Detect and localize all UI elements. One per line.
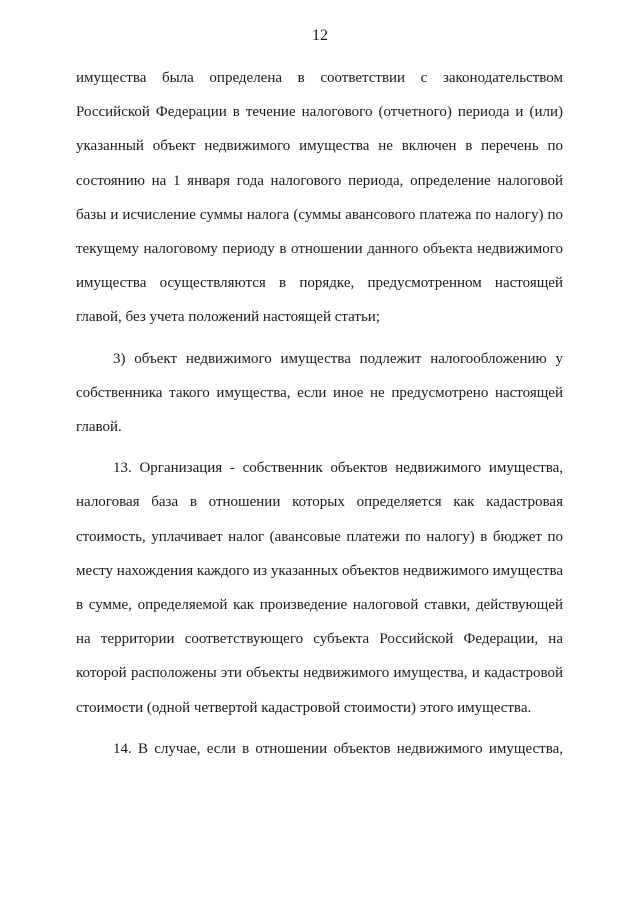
page-number: 12 bbox=[312, 27, 328, 44]
paragraph-continued: имущества была определена в соответствии с законодательством Российской Федерации в течение налогового (отчетного) периода и (или) указанный объект недвижимого имущества не включен в перечень по состоянию на 1 января года налогового периода, определение налоговой базы и исчисление суммы налога (суммы авансового платежа по налогу) по текущему налоговому периоду в отношении данного объекта недвижимого имущества осуществляются в порядке, предусмотренном настоящей главой, без учета положений настоящей статьи; bbox=[76, 70, 563, 326]
paragraph-clause-14: 14. В случае, если в отношении объектов недвижимого имущества, bbox=[113, 740, 563, 757]
paragraph-clause-13: 13. Организация - собственник объектов недвижимого имущества, налоговая база в отношении которых определяется как кадастровая стоимость, уплачивает налог (авансовые платежи по налогу) в бюджет по месту нахождения каждого из указанных объектов недвижимого имущества в сумме, определяемой как произведение налоговой ставки, действующей на территории соответствующего субъекта Российской Федерации, на которой расположены эти объекты недвижимого имущества, и кадастровой стоимости (одной четвертой кадастровой стоимости) этого имущества. bbox=[76, 460, 563, 716]
document-body bbox=[76, 61, 563, 766]
paragraph-item-3: 3) объект недвижимого имущества подлежит налогообложению у собственника такого имущества, если иное не предусмотрено настоящей главой. bbox=[76, 350, 563, 436]
